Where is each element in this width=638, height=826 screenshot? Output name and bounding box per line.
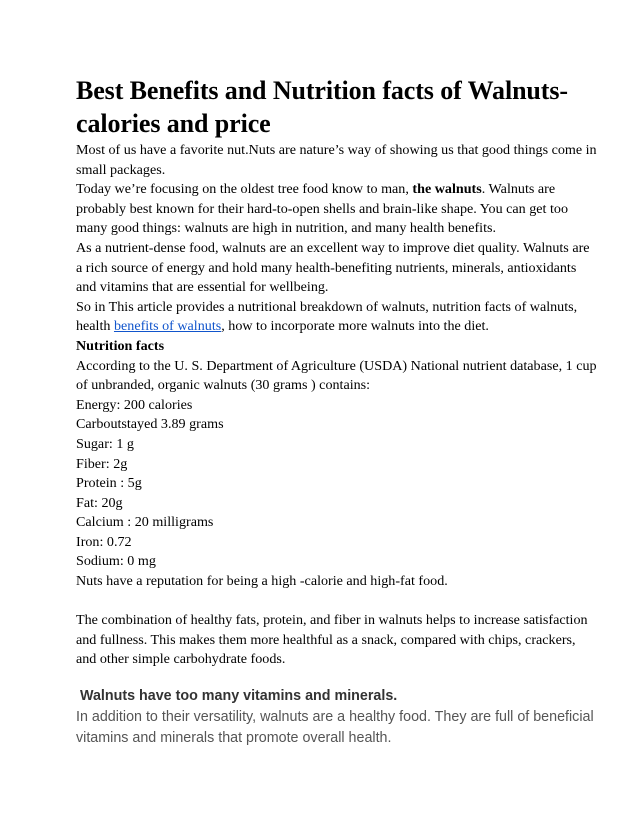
vitamins-heading: Walnuts have too many vitamins and minerals. xyxy=(80,688,398,705)
nutrition-facts-heading xyxy=(76,337,598,357)
nutrition-item-energy: Energy: 200 calories xyxy=(76,396,193,413)
paragraph-spacer xyxy=(76,592,598,612)
intro-paragraph-3: As a nutrient-dense food, walnuts are an excellent way to improve diet quality. Walnuts are a rich source of energy and hold many health-benefiting nutrients, minerals, antioxidants and vitamins that are essential for wellbeing. xyxy=(76,239,590,296)
intro-p2-text-before: Today we’re focusing on the oldest tree food know to man, xyxy=(76,181,413,198)
reputation-paragraph: Nuts have a reputation for being a high -calorie and high-fat food. xyxy=(76,573,448,590)
nutrition-list xyxy=(76,396,598,572)
intro-p4-text-before: So in This article provides a nutritional breakdown of walnuts, nutrition facts of walnuts, health xyxy=(76,298,578,335)
page-title: Best Benefits and Nutrition facts of Walnuts- calories and price xyxy=(76,76,568,138)
nutrition-item-protein: Protein : 5g xyxy=(76,475,142,492)
intro-p2-text-after: . Walnuts are probably best known for their hard-to-open shells and brain-like shape. You can get too many good things: walnuts are high in nutrition, and many health benefits. xyxy=(76,181,568,237)
nutrition-item-fiber: Fiber: 2g xyxy=(76,455,128,472)
benefits-of-walnuts-link[interactable]: benefits of walnuts xyxy=(113,318,222,335)
nutrition-item-iron: Iron: 0.72 xyxy=(76,533,132,550)
intro-paragraph-1: Most of us have a favorite nut.Nuts are nature’s way of showing us that good things come in small packages. xyxy=(76,142,597,178)
intro-paragraph-4 xyxy=(76,298,598,337)
intro-p4-text-after: , how to incorporate more walnuts into the diet. xyxy=(221,318,489,335)
nutrition-item-fat: Fat: 20g xyxy=(76,494,123,511)
nutrition-item-calcium: Calcium : 20 milligrams xyxy=(76,514,214,531)
paragraph-spacer xyxy=(76,670,598,686)
nutrition-item-sugar: Sugar: 1 g xyxy=(76,435,134,452)
combination-paragraph: The combination of healthy fats, protein, and fiber in walnuts helps to increase satisfaction and fullness. This makes them more healthful as a snack, compared with chips, crackers, and other simple carbohydrate foods. xyxy=(76,612,588,668)
nutrition-source-paragraph: According to the U. S. Department of Agriculture (USDA) National nutrient database, 1 cup of unbranded, organic walnuts (30 grams ) contains: xyxy=(76,357,597,394)
walnuts-bold-text: the walnuts xyxy=(412,181,482,198)
nutrition-item-carbohydrates: Carboutstayed 3.89 grams xyxy=(76,416,224,433)
vitamins-paragraph: In addition to their versatility, walnuts are a healthy food. They are full of beneficial vitamins and minerals that promote overall health. xyxy=(76,709,594,747)
nutrition-facts-heading-text: Nutrition facts xyxy=(76,337,165,354)
nutrition-item-sodium: Sodium: 0 mg xyxy=(76,553,156,570)
intro-paragraph-2 xyxy=(76,180,598,239)
